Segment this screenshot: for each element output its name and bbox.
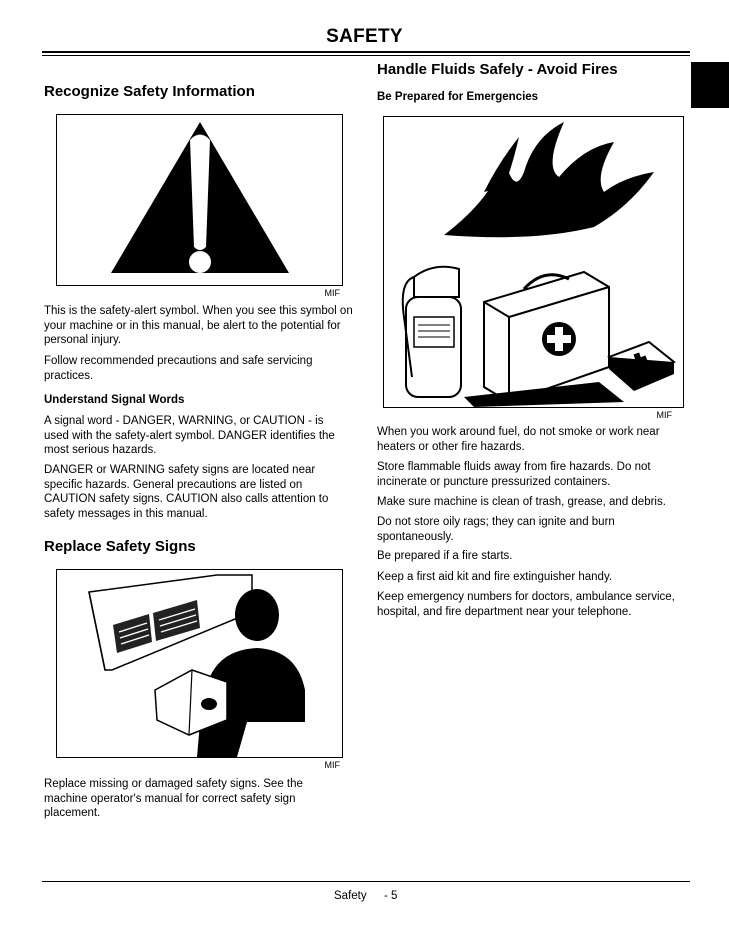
page-number: - 5 — [384, 890, 398, 902]
section-heading-replace: Replace Safety Signs — [44, 538, 196, 555]
replace-signs-figure — [56, 569, 343, 758]
paragraph: Be prepared if a fire starts. — [377, 550, 513, 562]
figure-label: MIF — [324, 288, 340, 298]
paragraph: A signal word - DANGER, WARNING, or CAUTION - is used with the safety-alert symbol. DANGER identifies the most serious hazards. — [44, 415, 335, 456]
figure-label: MIF — [656, 410, 672, 420]
header-rule — [42, 51, 690, 53]
paragraph: Do not store oily rags; they can ignite and burn spontaneously. — [377, 516, 615, 543]
section-heading-fluids: Handle Fluids Safely - Avoid Fires — [377, 61, 618, 78]
subheading: Be Prepared for Emergencies — [377, 91, 539, 103]
paragraph: Make sure machine is clean of trash, grease, and debris. — [377, 496, 666, 508]
section-tab — [691, 62, 729, 108]
figure-label: MIF — [324, 760, 340, 770]
person-reading-manual-icon — [57, 570, 342, 757]
safety-alert-icon — [57, 115, 342, 285]
paragraph: Keep emergency numbers for doctors, ambulance service, hospital, and fire department near your telephone. — [377, 591, 675, 618]
paragraph: When you work around fuel, do not smoke or work near heaters or other fire hazards. — [377, 426, 660, 453]
fire-extinguisher-first-aid-icon — [384, 117, 683, 407]
paragraph: Store flammable fluids away from fire hazards. Do not incinerate or puncture pressurized containers. — [377, 461, 651, 488]
fire-safety-figure — [383, 116, 684, 408]
paragraph: Follow recommended precautions and safe servicing practices. — [44, 355, 313, 382]
section-heading-recognize: Recognize Safety Information — [44, 83, 255, 100]
footer-section: Safety — [334, 890, 367, 902]
subheading: Understand Signal Words — [44, 394, 185, 406]
paragraph: This is the safety-alert symbol. When you see this symbol on your machine or in this manual, be alert to the potential for personal injury. — [44, 305, 353, 346]
footer-rule — [42, 881, 690, 882]
paragraph: DANGER or WARNING safety signs are located near specific hazards. General precautions are listed on CAUTION safety signs. CAUTION also calls attention to safety messages in this manual. — [44, 464, 329, 520]
paragraph: Replace missing or damaged safety signs. See the machine operator's manual for correct safety sign placement. — [44, 778, 303, 819]
page-title: SAFETY — [326, 26, 403, 47]
paragraph: Keep a first aid kit and fire extinguisher handy. — [377, 571, 613, 583]
header-rule-thin — [42, 55, 690, 56]
safety-alert-figure — [56, 114, 343, 286]
